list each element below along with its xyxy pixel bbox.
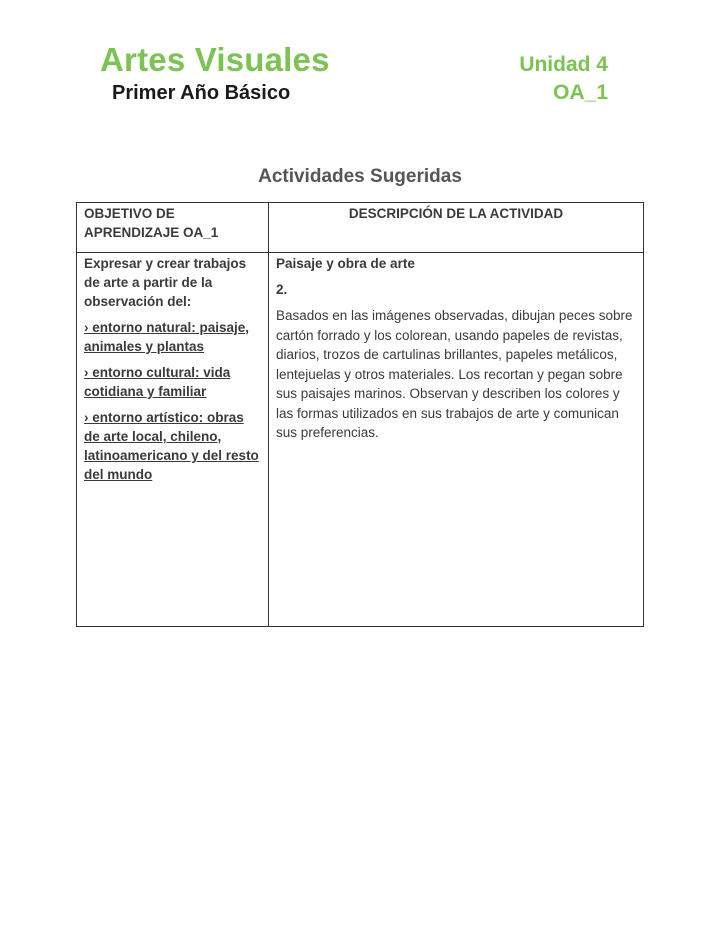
activity-number: 2. (276, 282, 288, 297)
activity-description: Basados en las imágenes observadas, dibujan peces sobre cartón forrado y los colorean, usando papeles de revistas, diarios, trozos de cartulinas brillantes, papeles metálicos, lentejuelas y otros materiales. Los recortan y pegan sobre sus paisajes marinos. Observan y describen los colores y las formas utilizados en sus trabajos de arte y comunican sus preferencias. (276, 308, 633, 440)
description-header: DESCRIPCIÓN DE LA ACTIVIDAD (269, 203, 644, 253)
document-title: Artes Visuales (100, 41, 330, 78)
table-header-row (77, 203, 644, 253)
activity-title: Paisaje y obra de arte (276, 256, 415, 271)
table-row (77, 253, 644, 627)
objective-item-natural[interactable]: › entorno natural: paisaje, animales y plantas (84, 320, 250, 354)
objective-cell (77, 253, 269, 627)
objective-item-artistic[interactable]: › entorno artístico: obras de arte local, chileno, latinoamericano y del resto del mundo (84, 410, 259, 482)
activities-table (76, 202, 644, 627)
document-subtitle: Primer Año Básico (112, 82, 291, 104)
objective-intro: Expresar y crear trabajos de arte a partir de la observación del: (84, 256, 247, 309)
objective-item-cultural[interactable]: › entorno cultural: vida cotidiana y familiar (84, 365, 231, 399)
unit-label: Unidad 4 (519, 53, 608, 76)
section-title: Actividades Sugeridas (258, 166, 462, 187)
oa-label: OA_1 (553, 81, 608, 104)
objective-header: OBJETIVO DE APRENDIZAJE OA_1 (77, 203, 269, 253)
activity-cell (269, 253, 644, 627)
